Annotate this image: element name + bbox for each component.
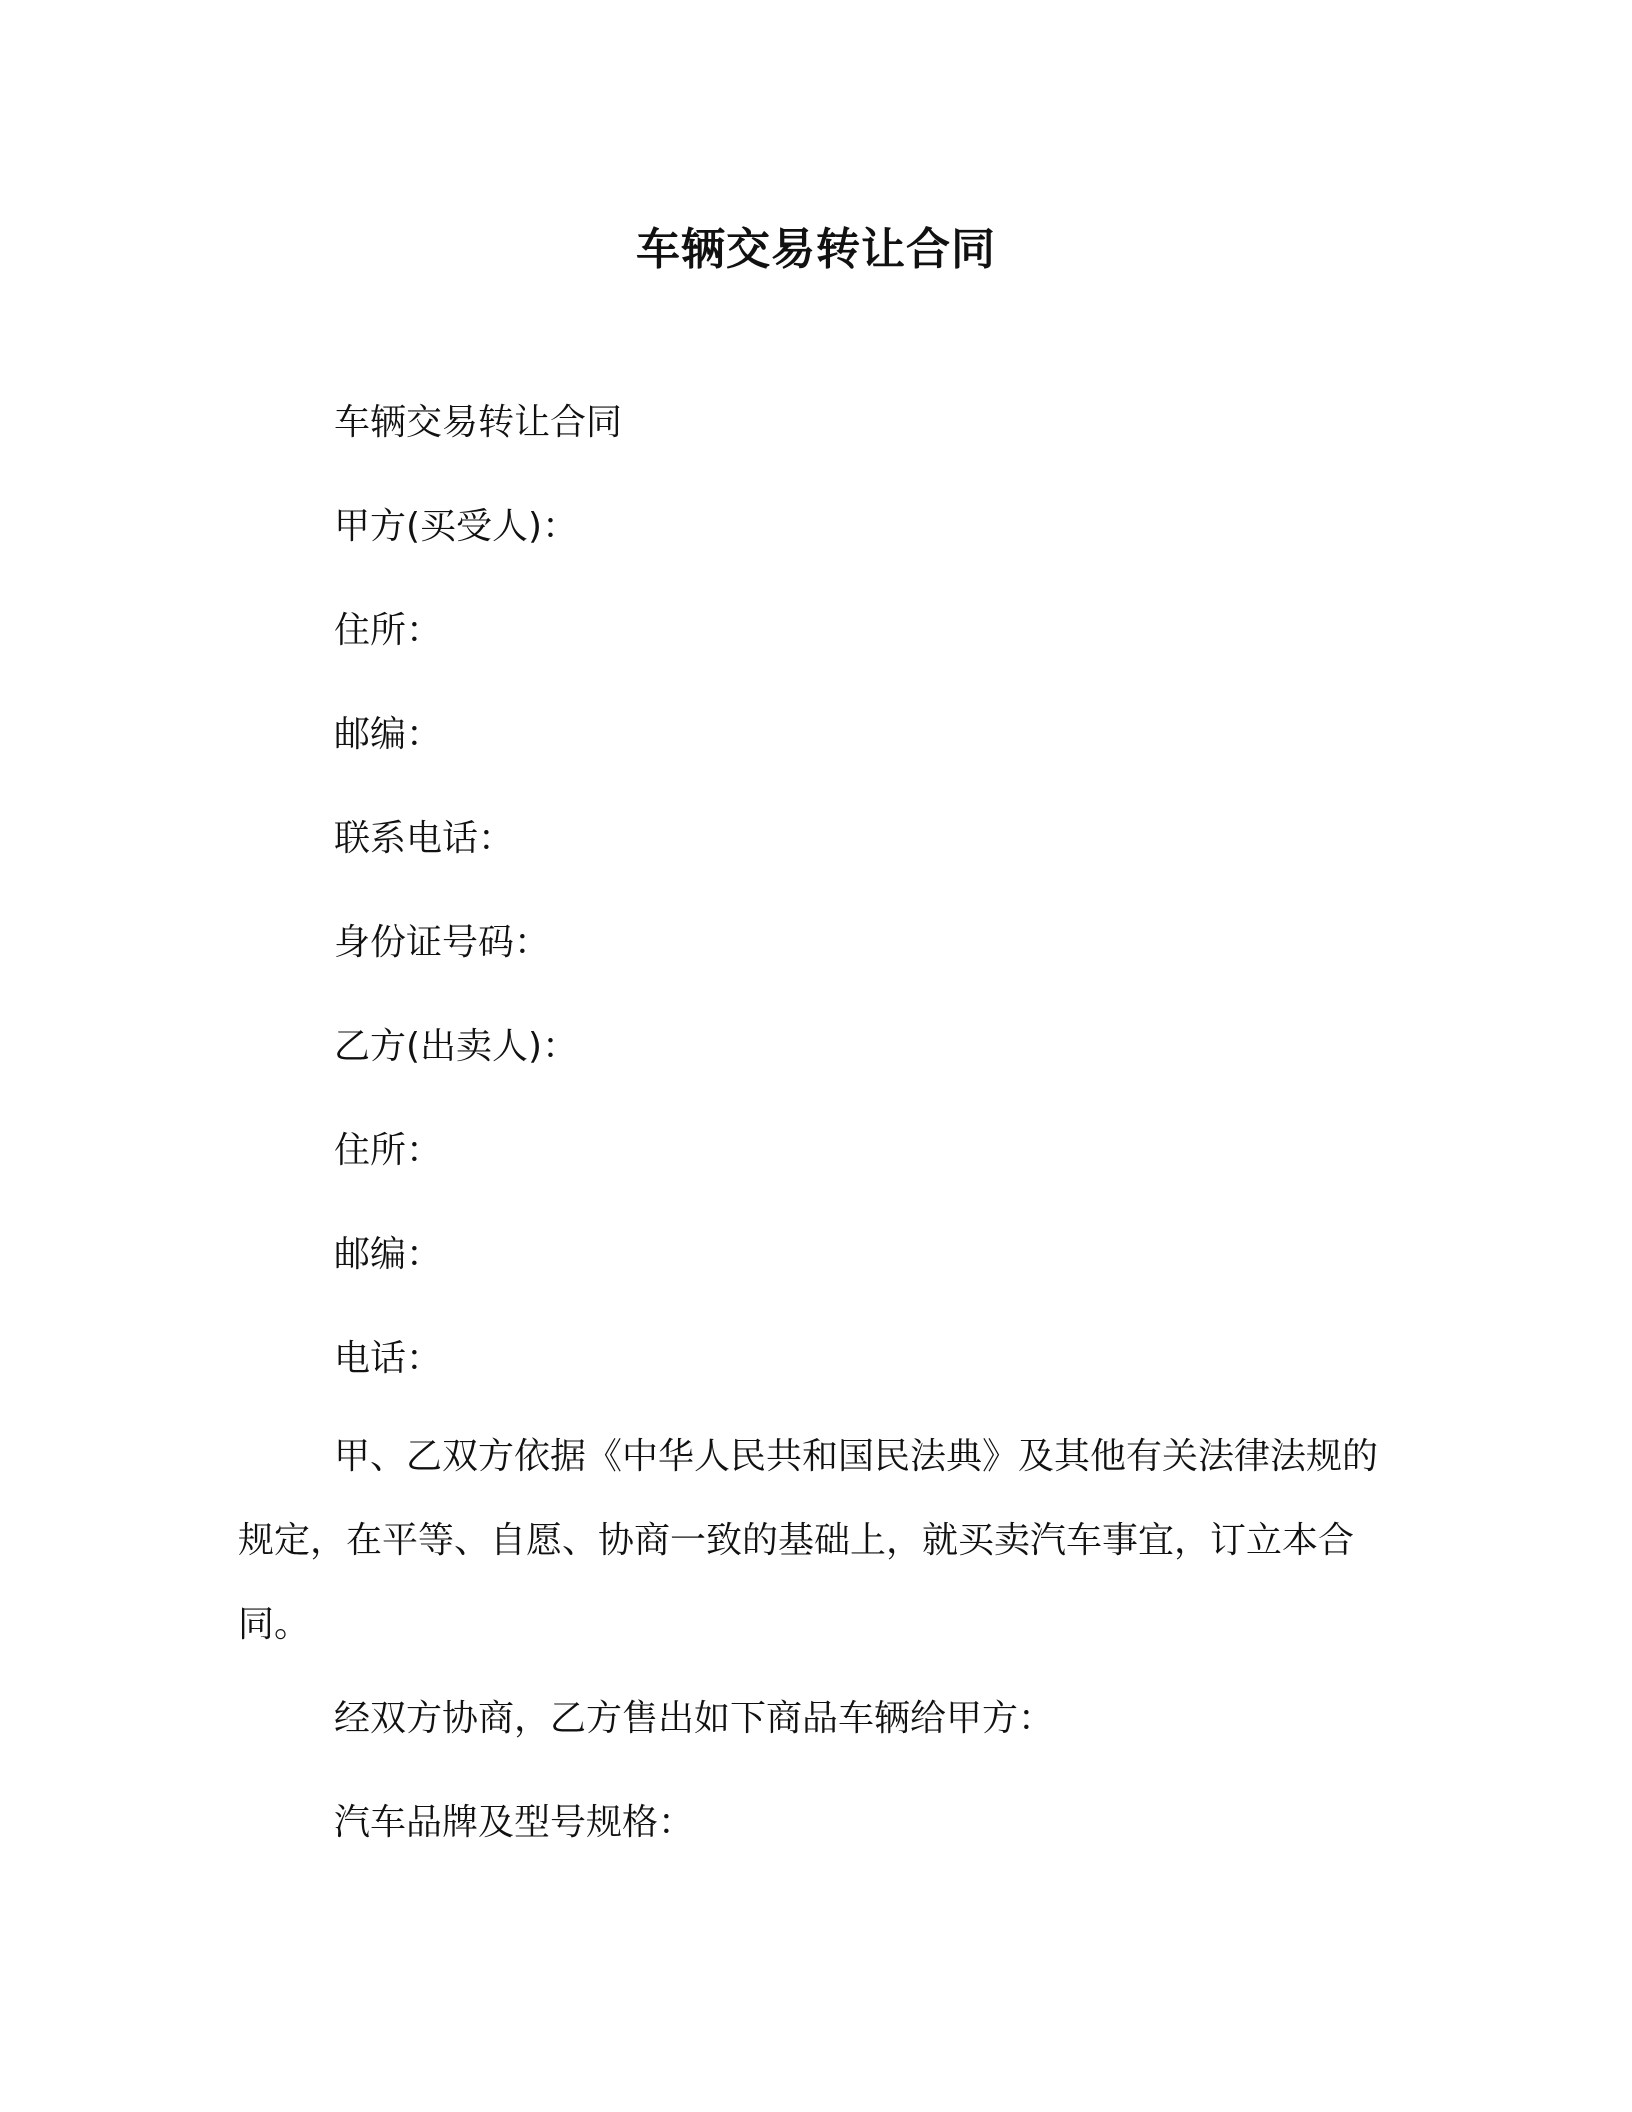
document-title: 车辆交易转让合同 [636, 224, 996, 275]
preamble-paragraph: 甲、乙双方依据《中华人民共和国民法典》及其他有关法律法规的规定，在平等、自愿、协商一致的基础上，就买卖汽车事宜，订立本合同。 [238, 1436, 1379, 1645]
party-a-label: 甲方(买受人)： [334, 506, 579, 547]
party-a-id-number: 身份证号码： [334, 922, 551, 963]
party-b-postcode: 邮编： [334, 1234, 443, 1275]
party-a-address: 住所： [334, 610, 443, 651]
party-b-label: 乙方(出卖人)： [334, 1026, 579, 1067]
vehicle-model-field: 汽车品牌及型号规格： [334, 1802, 695, 1843]
party-b-address: 住所： [334, 1130, 443, 1171]
clause-intro: 经双方协商，乙方售出如下商品车辆给甲方： [334, 1698, 1055, 1739]
party-a-phone: 联系电话： [334, 818, 515, 859]
party-a-postcode: 邮编： [334, 714, 443, 755]
document-subtitle: 车辆交易转让合同 [334, 402, 623, 443]
party-b-phone: 电话： [334, 1338, 443, 1379]
